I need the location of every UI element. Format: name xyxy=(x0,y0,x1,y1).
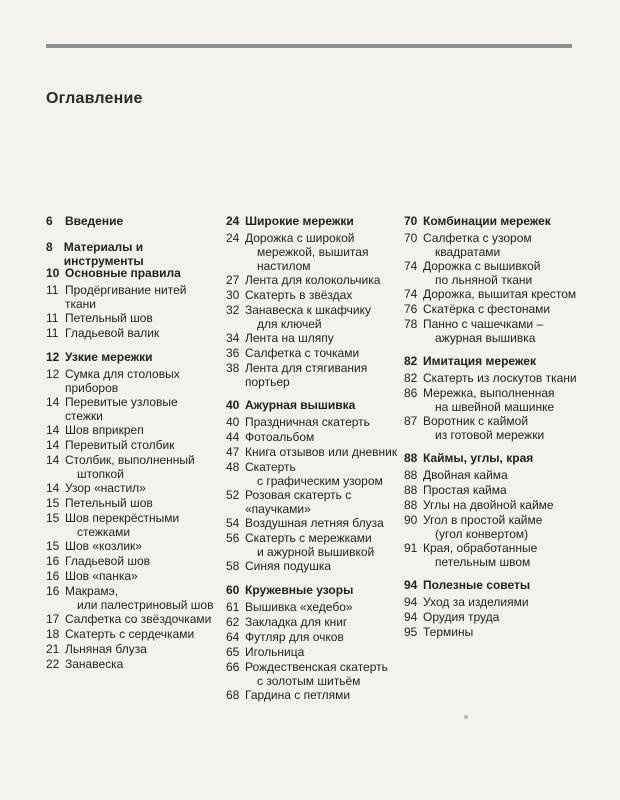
entry-title-line: Панно с чашечками – xyxy=(423,317,544,331)
entry-title-line: стежками xyxy=(77,525,131,539)
entry-page-number: 56 xyxy=(226,531,240,545)
section-title: Ажурная вышивка xyxy=(245,398,356,412)
entry-title xyxy=(423,386,580,414)
entry-title xyxy=(245,531,401,559)
entry-page-number: 94 xyxy=(404,610,418,624)
section-heading[interactable] xyxy=(226,398,401,415)
entry-title xyxy=(423,498,580,513)
entry-title-line: Шов перекрёстными xyxy=(65,511,180,525)
toc-entry[interactable] xyxy=(46,657,216,672)
top-rule xyxy=(46,44,572,48)
toc-entry[interactable] xyxy=(404,317,580,345)
toc-entry[interactable] xyxy=(46,496,216,511)
section-heading[interactable] xyxy=(404,354,580,371)
entry-page-number: 17 xyxy=(46,612,60,626)
toc-entry[interactable] xyxy=(404,513,580,541)
entry-title-line: Скатерть с сердечками xyxy=(65,627,195,641)
section-heading[interactable] xyxy=(46,266,216,283)
entry-title-line: Воздушная летняя блуза xyxy=(245,516,384,530)
section-title: Широкие мережки xyxy=(245,214,354,228)
entry-title xyxy=(245,445,401,460)
section-heading[interactable] xyxy=(404,214,580,231)
toc-entry[interactable] xyxy=(226,531,401,559)
entry-page-number: 48 xyxy=(226,460,240,474)
entry-title xyxy=(423,513,580,541)
entry-page-number: 14 xyxy=(46,395,60,409)
entry-page-number: 44 xyxy=(226,430,240,444)
entry-page-number: 11 xyxy=(46,311,59,325)
section-page-number: 94 xyxy=(404,578,418,592)
toc-column-2 xyxy=(226,214,401,712)
section-page-number: 40 xyxy=(226,398,240,412)
toc-entry[interactable] xyxy=(404,386,580,414)
section-title: Основные правила xyxy=(65,266,181,280)
toc-entry[interactable] xyxy=(226,361,401,389)
toc-entry[interactable] xyxy=(226,516,401,531)
entry-page-number: 87 xyxy=(404,414,418,428)
entry-page-number: 47 xyxy=(226,445,240,459)
entry-title-line: Салфетка с точками xyxy=(245,346,360,360)
entry-page-number: 22 xyxy=(46,657,60,671)
toc-entry[interactable] xyxy=(46,642,216,657)
entry-title xyxy=(245,660,401,688)
toc-entry[interactable] xyxy=(46,395,216,423)
entry-title xyxy=(65,283,216,311)
toc-entry[interactable] xyxy=(404,625,580,640)
entry-title-line: Узор «настил» xyxy=(65,481,146,495)
entry-page-number: 61 xyxy=(226,600,240,614)
entry-title-line: Шов вприкреп xyxy=(65,423,144,437)
entry-page-number: 88 xyxy=(404,483,418,497)
section-title: Комбинации мережек xyxy=(423,214,551,228)
toc-entry[interactable] xyxy=(226,645,401,660)
toc-entry[interactable] xyxy=(404,414,580,442)
toc-entry[interactable] xyxy=(226,488,401,516)
section-title: Введение xyxy=(65,214,124,228)
entry-title-line: Угол в простой кайме xyxy=(423,513,543,527)
entry-title-line: из готовой мережки xyxy=(435,428,545,442)
entry-title-line: мережкой, вышитая настилом xyxy=(257,245,369,273)
entry-title xyxy=(423,302,580,317)
toc-entry[interactable] xyxy=(404,259,580,287)
entry-title xyxy=(245,331,401,346)
toc-entry[interactable] xyxy=(404,302,580,317)
entry-page-number: 11 xyxy=(46,283,59,297)
entry-title-line: Двойная кайма xyxy=(423,468,508,482)
toc-entry[interactable] xyxy=(226,303,401,331)
entry-page-number: 76 xyxy=(404,302,418,316)
entry-title xyxy=(245,430,401,445)
page-title: Оглавление xyxy=(46,90,143,107)
entry-title xyxy=(423,371,580,386)
decorative-dot xyxy=(464,715,468,719)
toc-entry[interactable] xyxy=(226,445,401,460)
toc-entry[interactable] xyxy=(46,367,216,395)
entry-title xyxy=(245,361,401,389)
entry-page-number: 16 xyxy=(46,569,60,583)
section-heading[interactable] xyxy=(46,350,216,367)
entry-title xyxy=(423,414,580,442)
entry-title xyxy=(65,612,216,627)
entry-title xyxy=(65,367,216,395)
entry-title xyxy=(65,627,216,642)
entry-page-number: 14 xyxy=(46,453,60,467)
entry-page-number: 15 xyxy=(46,539,60,553)
entry-title xyxy=(245,460,401,488)
section-page-number: 82 xyxy=(404,354,418,368)
section-page-number: 8 xyxy=(46,240,53,254)
entry-page-number: 74 xyxy=(404,287,418,301)
section-page-number: 88 xyxy=(404,451,418,465)
toc-entry[interactable] xyxy=(404,483,580,498)
entry-title-line: или палестриновый шов xyxy=(77,598,214,612)
entry-page-number: 16 xyxy=(46,584,60,598)
toc-entry[interactable] xyxy=(46,554,216,569)
toc-entry[interactable] xyxy=(226,615,401,630)
entry-page-number: 62 xyxy=(226,615,240,629)
entry-title xyxy=(245,346,401,361)
entry-title xyxy=(245,488,401,516)
entry-page-number: 90 xyxy=(404,513,418,527)
section-title: Полезные советы xyxy=(423,578,531,592)
toc-entry[interactable] xyxy=(404,498,580,513)
entry-title xyxy=(245,516,401,531)
entry-title-line: Рождественская скатерть xyxy=(245,660,388,674)
toc-entry[interactable] xyxy=(226,231,401,273)
entry-title xyxy=(245,688,401,703)
entry-page-number: 15 xyxy=(46,496,60,510)
entry-page-number: 40 xyxy=(226,415,240,429)
entry-title-line: и ажурной вышивкой xyxy=(257,545,375,559)
entry-title xyxy=(65,584,216,612)
section-title: Материалы и инструменты xyxy=(63,240,144,268)
entry-title xyxy=(245,559,401,574)
entry-title-line: Лента на шляпу xyxy=(245,331,334,345)
toc-section xyxy=(226,398,401,574)
entry-title-line: Воротник с каймой xyxy=(423,414,529,428)
entry-title xyxy=(65,453,216,481)
toc-entry[interactable] xyxy=(46,627,216,642)
section-page-number: 6 xyxy=(46,214,53,228)
toc-section xyxy=(46,214,216,231)
entry-page-number: 78 xyxy=(404,317,418,331)
toc-entry[interactable] xyxy=(46,283,216,311)
entry-page-number: 14 xyxy=(46,481,60,495)
entry-title-line: Орудия труда xyxy=(423,610,500,624)
entry-title-line: Гладьевой валик xyxy=(65,326,160,340)
entry-title xyxy=(423,625,580,640)
entry-title-line: (угол конвертом) xyxy=(435,527,529,541)
entry-page-number: 65 xyxy=(226,645,240,659)
toc-section xyxy=(404,354,580,442)
entry-title xyxy=(245,600,401,615)
entry-page-number: 16 xyxy=(46,554,60,568)
section-heading[interactable] xyxy=(404,451,580,468)
entry-title-line: Закладка для книг xyxy=(245,615,348,629)
toc-entry[interactable] xyxy=(404,231,580,259)
entry-title-line: Вышивка «хедебо» xyxy=(245,600,353,614)
toc-entry[interactable] xyxy=(404,610,580,625)
entry-title-line: Футляр для очков xyxy=(245,630,344,644)
entry-page-number: 88 xyxy=(404,468,418,482)
entry-page-number: 54 xyxy=(226,516,240,530)
section-page-number: 70 xyxy=(404,214,418,228)
toc-entry[interactable] xyxy=(46,569,216,584)
entry-page-number: 68 xyxy=(226,688,240,702)
entry-title-line: Скатерть с мережками xyxy=(245,531,372,545)
entry-title-line: на швейной машинке xyxy=(435,400,555,414)
entry-title-line: Скатерть из лоскутов ткани xyxy=(423,371,577,385)
toc-section xyxy=(46,240,216,268)
toc-entry[interactable] xyxy=(404,287,580,302)
entry-title xyxy=(245,615,401,630)
toc-entry[interactable] xyxy=(46,453,216,481)
toc-section xyxy=(226,214,401,389)
entry-title-line: штопкой xyxy=(77,467,124,481)
entry-page-number: 66 xyxy=(226,660,240,674)
entry-title xyxy=(245,303,401,331)
entry-title xyxy=(65,423,216,438)
entry-title-line: Углы на двойной кайме xyxy=(423,498,554,512)
entry-page-number: 82 xyxy=(404,371,418,385)
entry-title-line: Простая кайма xyxy=(423,483,507,497)
section-title: Узкие мережки xyxy=(65,350,153,364)
entry-title xyxy=(65,511,216,539)
toc-entry[interactable] xyxy=(404,595,580,610)
entry-title-line: Салфетка со звёздочками xyxy=(65,612,212,626)
entry-title xyxy=(423,610,580,625)
entry-title xyxy=(65,481,216,496)
entry-title-line: квадратами xyxy=(435,245,501,259)
section-page-number: 12 xyxy=(46,350,60,364)
entry-page-number: 18 xyxy=(46,627,60,641)
entry-title-line: петельным швом xyxy=(435,555,531,569)
entry-title-line: Игольница xyxy=(245,645,305,659)
entry-title-line: Макрамэ, xyxy=(65,584,119,598)
entry-page-number: 34 xyxy=(226,331,240,345)
entry-title-line: Льняная блуза xyxy=(65,642,147,656)
section-heading[interactable] xyxy=(226,214,401,231)
toc-entry[interactable] xyxy=(404,541,580,569)
entry-page-number: 74 xyxy=(404,259,418,273)
section-heading[interactable] xyxy=(404,578,580,595)
entry-title xyxy=(423,595,580,610)
entry-title-line: Столбик, выполненный xyxy=(65,453,195,467)
entry-title-line: Дорожка с вышивкой xyxy=(423,259,541,273)
section-page-number: 10 xyxy=(46,266,60,280)
entry-page-number: 91 xyxy=(404,541,418,555)
section-heading[interactable] xyxy=(226,583,401,600)
entry-page-number: 94 xyxy=(404,595,418,609)
entry-title xyxy=(423,317,580,345)
toc-entry[interactable] xyxy=(226,331,401,346)
toc-entry[interactable] xyxy=(46,612,216,627)
toc-section xyxy=(404,451,580,569)
entry-title-line: Салфетка с узором xyxy=(423,231,532,245)
toc-entry[interactable] xyxy=(226,288,401,303)
entry-title xyxy=(423,468,580,483)
entry-title xyxy=(423,287,580,302)
toc-column-3 xyxy=(404,214,580,649)
entry-title-line: Дорожка, вышитая крестом xyxy=(423,287,577,301)
entry-title-line: Скатерть xyxy=(245,460,296,474)
toc-entry[interactable] xyxy=(226,460,401,488)
entry-title-line: с золотым шитьём xyxy=(257,674,361,688)
entry-title-line: ажурная вышивка xyxy=(435,331,536,345)
entry-page-number: 21 xyxy=(46,642,60,656)
entry-title-line: Гладьевой шов xyxy=(65,554,151,568)
entry-title xyxy=(65,554,216,569)
entry-title-line: Дорожка с широкой xyxy=(245,231,355,245)
entry-page-number: 24 xyxy=(226,231,240,245)
section-title: Имитация мережек xyxy=(423,354,536,368)
entry-title xyxy=(245,288,401,303)
toc-entry[interactable] xyxy=(226,630,401,645)
entry-page-number: 30 xyxy=(226,288,240,302)
entry-title xyxy=(65,311,216,326)
entry-title xyxy=(65,569,216,584)
entry-title xyxy=(245,231,401,273)
toc-entry[interactable] xyxy=(46,326,216,341)
entry-title-line: Шов «козлик» xyxy=(65,539,142,553)
toc-entry[interactable] xyxy=(46,311,216,326)
entry-page-number: 32 xyxy=(226,303,240,317)
toc-section xyxy=(46,266,216,341)
section-heading[interactable] xyxy=(46,214,216,231)
entry-title-line: Фотоальбом xyxy=(245,430,315,444)
toc-entry[interactable] xyxy=(46,584,216,612)
entry-title xyxy=(423,483,580,498)
entry-title xyxy=(245,415,401,430)
entry-title xyxy=(65,642,216,657)
entry-title-line: Скатёрка с фестонами xyxy=(423,302,551,316)
entry-title-line: Продёргивание нитей ткани xyxy=(65,283,187,311)
entry-page-number: 14 xyxy=(46,423,60,437)
toc-entry[interactable] xyxy=(226,688,401,703)
toc-entry[interactable] xyxy=(226,600,401,615)
entry-title-line: Мережка, выполненная xyxy=(423,386,555,400)
entry-title xyxy=(65,395,216,423)
toc-entry[interactable] xyxy=(46,481,216,496)
entry-page-number: 86 xyxy=(404,386,418,400)
entry-title-line: Уход за изделиями xyxy=(423,595,529,609)
toc-entry[interactable] xyxy=(226,273,401,288)
section-title: Кружевные узоры xyxy=(245,583,354,597)
entry-title-line: для ключей xyxy=(257,317,322,331)
entry-title-line: Занавеска xyxy=(65,657,124,671)
entry-title-line: Розовая скатерть с «паучками» xyxy=(245,488,352,516)
toc-section xyxy=(404,578,580,640)
entry-title xyxy=(245,273,401,288)
entry-title-line: Термины xyxy=(423,625,474,639)
toc-entry[interactable] xyxy=(404,468,580,483)
entry-title-line: Петельный шов xyxy=(65,496,153,510)
toc-entry[interactable] xyxy=(226,415,401,430)
entry-page-number: 70 xyxy=(404,231,418,245)
entry-title-line: Перевитый столбик xyxy=(65,438,175,452)
toc-section xyxy=(404,214,580,345)
entry-page-number: 52 xyxy=(226,488,240,502)
toc-entry[interactable] xyxy=(46,438,216,453)
entry-title-line: Перевитые узловые стежки xyxy=(65,395,178,423)
entry-title-line: с графическим узором xyxy=(257,474,383,488)
entry-title-line: Лента для колокольчика xyxy=(245,273,381,287)
entry-title xyxy=(65,438,216,453)
entry-title-line: Лента для стягивания портьер xyxy=(245,361,368,389)
entry-title xyxy=(423,541,580,569)
entry-title-line: Занавеска к шкафчику xyxy=(245,303,372,317)
entry-title-line: Шов «панка» xyxy=(65,569,138,583)
section-page-number: 60 xyxy=(226,583,240,597)
entry-title-line: Праздничная скатерть xyxy=(245,415,370,429)
entry-page-number: 88 xyxy=(404,498,418,512)
entry-title xyxy=(65,496,216,511)
entry-title-line: Книга отзывов или дневник xyxy=(245,445,398,459)
toc-entry[interactable] xyxy=(226,430,401,445)
section-title: Каймы, углы, края xyxy=(423,451,534,465)
entry-title xyxy=(65,539,216,554)
entry-title xyxy=(65,326,216,341)
toc-entry[interactable] xyxy=(404,371,580,386)
entry-title xyxy=(245,630,401,645)
entry-page-number: 38 xyxy=(226,361,240,375)
section-heading[interactable] xyxy=(46,240,216,268)
entry-title xyxy=(65,657,216,672)
entry-title-line: Гардина с петлями xyxy=(245,688,351,702)
toc-section xyxy=(46,350,216,672)
entry-page-number: 58 xyxy=(226,559,240,573)
toc-column-1 xyxy=(46,214,216,681)
toc-entry[interactable] xyxy=(46,539,216,554)
toc-entry[interactable] xyxy=(46,423,216,438)
toc-entry[interactable] xyxy=(226,660,401,688)
entry-page-number: 36 xyxy=(226,346,240,360)
entry-page-number: 64 xyxy=(226,630,240,644)
entry-title xyxy=(423,259,580,287)
entry-page-number: 95 xyxy=(404,625,418,639)
entry-title-line: Петельный шов xyxy=(65,311,153,325)
entry-title xyxy=(245,645,401,660)
entry-page-number: 27 xyxy=(226,273,240,287)
entry-title xyxy=(423,231,580,259)
entry-page-number: 15 xyxy=(46,511,60,525)
entry-page-number: 12 xyxy=(46,367,60,381)
entry-page-number: 14 xyxy=(46,438,60,452)
toc-section xyxy=(226,583,401,703)
entry-title-line: Сумка для столовых приборов xyxy=(65,367,180,395)
entry-title-line: по льняной ткани xyxy=(435,273,533,287)
entry-page-number: 11 xyxy=(46,326,59,340)
entry-title-line: Скатерть в звёздах xyxy=(245,288,353,302)
entry-title-line: Синяя подушка xyxy=(245,559,332,573)
toc-entry[interactable] xyxy=(226,346,401,361)
toc-entry[interactable] xyxy=(46,511,216,539)
toc-entry[interactable] xyxy=(226,559,401,574)
section-page-number: 24 xyxy=(226,214,240,228)
entry-title-line: Края, обработанные xyxy=(423,541,538,555)
